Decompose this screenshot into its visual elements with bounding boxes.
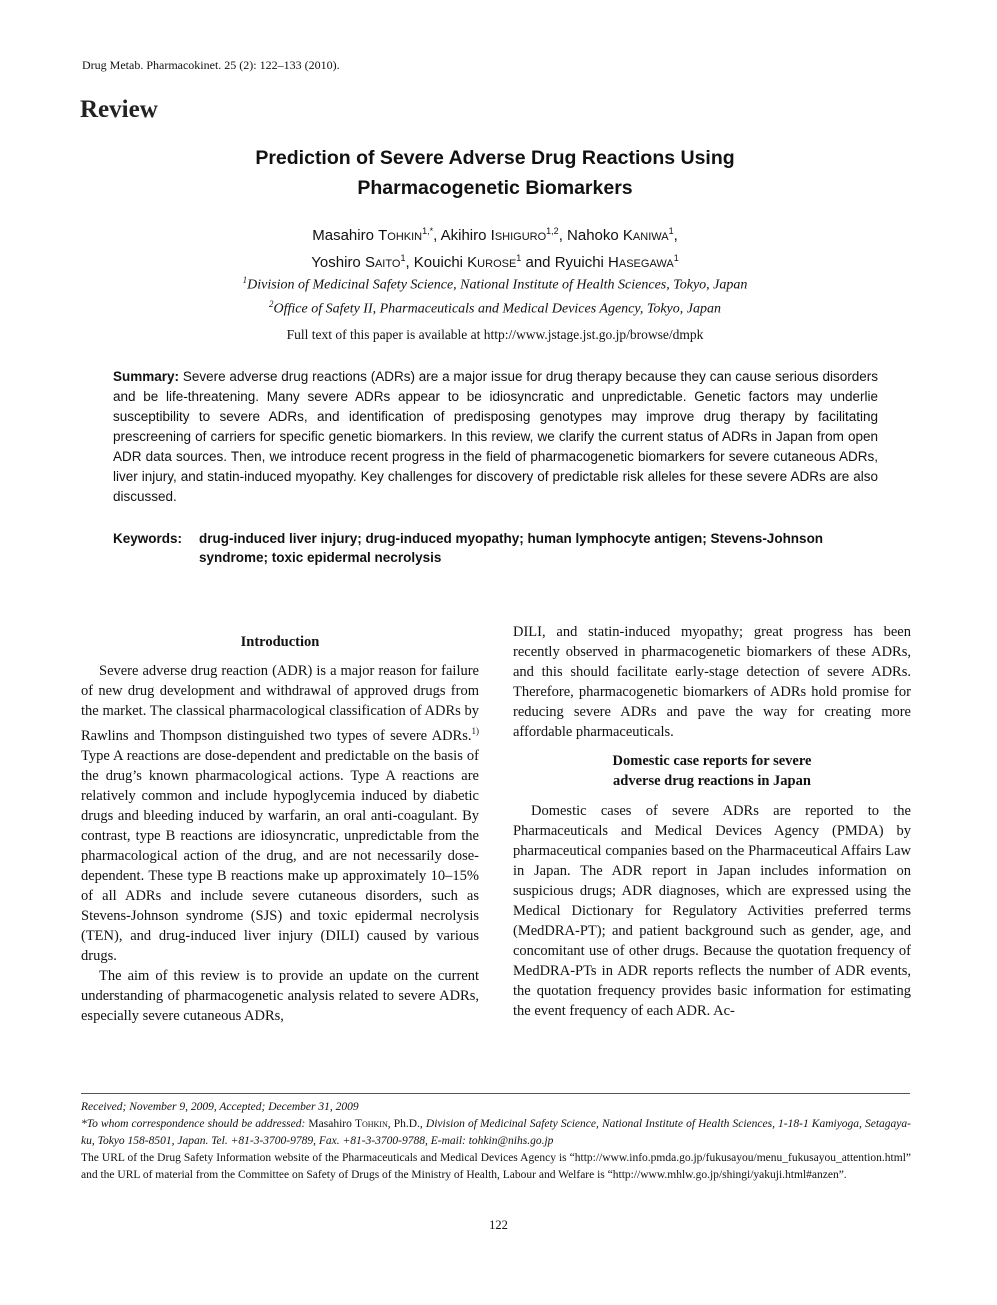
author-given: Kouichi xyxy=(413,254,468,271)
affiliations xyxy=(150,271,840,318)
footnote-divider xyxy=(81,1093,910,1094)
author-affiliation-mark: 1,2 xyxy=(546,226,559,236)
author-separator: , xyxy=(433,227,441,244)
author-given: Masahiro xyxy=(312,227,379,244)
fulltext-note: Full text of this paper is available at http://www.jstage.jst.go.jp/browse/dmpk xyxy=(286,327,704,342)
left-column xyxy=(81,632,479,1026)
domestic-paragraph-1: Domestic cases of severe ADRs are reported to the Pharmaceuticals and Medical Devices Agency (PMDA) by pharmaceutical companies based on the Pharmaceutical Affairs Law in Japan. The ADR report in Japan includes information on suspicious drugs; ADR diagnoses, which are expressed using the Medical Dictionary for Regulatory Activities preferred terms (MedDRA-PT); and patient background such as gender, age, and concomitant use of other drugs. Because the quotation frequency of MedDRA-PTs in ADR reports reflects the number of ADR events, the quotation frequency provides basic information for estimating the event frequency of each ADR. Ac- xyxy=(513,803,911,1019)
title-line-1: Prediction of Severe Adverse Drug Reactions Using xyxy=(255,147,735,169)
author-affiliation-mark: 1 xyxy=(400,253,406,263)
author-affiliation-mark: 1 xyxy=(668,226,674,236)
affiliation-text: Office of Safety II, Pharmaceuticals and Medical Devices Agency, Tokyo, Japan xyxy=(273,301,721,317)
author-separator: , xyxy=(405,254,414,271)
page-number: 122 xyxy=(489,1218,508,1232)
author-given: Yoshiro xyxy=(311,254,365,271)
author-surname: Tohkin xyxy=(378,227,423,244)
summary-text: Severe adverse drug reactions (ADRs) are a major issue for drug therapy because they can cause serious disorders and be life-threatening. Many severe ADRs appear to be idiosyncratic and unpredictable. Genetic factors may underlie susceptibility to severe ADRs, and identification of predisposing genotypes may improve drug therapy by facilitating prescreening of carriers for specific genetic biomarkers. In this review, we clarify the current status of ADRs in Japan from open ADR data sources. Then, we introduce recent progress in the field of pharmacogenetic biomarkers for severe cutaneous ADRs, liver injury, and statin-induced myopathy. Key challenges for discovery of predictable risk alleles for these severe ADRs are also discussed. xyxy=(113,369,878,504)
author-surname: Saito xyxy=(364,254,401,271)
correspondence-surname: Tohkin xyxy=(354,1118,388,1130)
intro-text-1b: Type A reactions are dose-dependent and predictable on the basis of the drug’s known pharmacological actions. Type A reactions are relatively common and include hypoglycemia induced by diabetic drugs and bleeding induced by warfarin, an oral anti-coagulant. By contrast, type B reactions are idiosyncratic, unpredictable from the pharmacological action of the drug, and are not necessarily dose-dependent. These type B reactions make up approximately 10–15% of all ADRs and include severe cutaneous disorders, such as Stevens-Johnson syndrome (SJS) and toxic epidermal necrolysis (TEN), and drug-induced liver injury (DILI) caused by various drugs. xyxy=(81,747,479,964)
author-surname: Ishiguro xyxy=(490,227,547,244)
author-given: Ryuichi xyxy=(554,254,609,271)
author-surname: Hasegawa xyxy=(608,254,674,271)
author-affiliation-mark: 1,* xyxy=(422,226,434,236)
affiliation-text: Division of Medicinal Safety Science, National Institute of Health Sciences, Tokyo, Japan xyxy=(247,277,748,293)
author-given: Nahoko xyxy=(567,227,623,244)
author-given: Akihiro xyxy=(440,227,491,244)
url-note: The URL of the Drug Safety Information website of the Pharmaceuticals and Medical Devices Agency is “http://www.info.pmda.go.jp/fukusayou/menu_fukusayou_attention.html” and the URL of material from the Committee on Safety of Drugs of the Ministry of Health, Labour and Welfare is “http://www.mhlw.go.jp/shingi/yakuji.html#anzen”. xyxy=(81,1152,911,1181)
title-line-2: Pharmacogenetic Biomarkers xyxy=(357,177,633,199)
correspondence xyxy=(81,1116,911,1150)
article-title xyxy=(150,143,840,203)
author-separator: and xyxy=(521,254,555,271)
author-affiliation-mark: 1 xyxy=(516,253,522,263)
right-paragraph-1: DILI, and statin-induced myopathy; great progress has been recently observed in pharmacogenetic biomarkers of these ADRs, and this should facilitate early-stage detection of severe ADRs. Therefore, pharmacogenetic biomarkers of ADRs hold promise for reducing severe ADRs and pave the way for creating more affordable pharmaceuticals. xyxy=(513,624,911,740)
journal-reference: Drug Metab. Pharmacokinet. 25 (2): 122–133 (2010). xyxy=(82,58,340,72)
keywords-text: drug-induced liver injury; drug-induced myopathy; human lymphocyte antigen; Stevens-Johnson syndrome; toxic epidermal necrolysis xyxy=(199,531,824,565)
keywords xyxy=(113,529,883,567)
author-surname: Kaniwa xyxy=(622,227,669,244)
affiliation-mark: 1 xyxy=(242,275,248,285)
intro-paragraph-2: The aim of this review is to provide an update on the current understanding of pharmacogenetic analysis related to severe ADRs, especially severe cutaneous ADRs, xyxy=(81,967,479,1024)
author-line-1 xyxy=(150,220,840,247)
intro-paragraph-1 xyxy=(81,661,479,966)
correspondence-degree: , Ph.D., xyxy=(387,1118,426,1130)
author-line-2 xyxy=(150,247,840,274)
domestic-heading-line-2: adverse drug reactions in Japan xyxy=(613,773,811,789)
domestic-heading-line-1: Domestic case reports for severe xyxy=(612,753,812,769)
correspondence-label: *To whom correspondence should be addressed: xyxy=(81,1118,309,1130)
footnotes xyxy=(81,1099,911,1184)
intro-text-1a: Severe adverse drug reaction (ADR) is a major reason for failure of new drug development and withdrawal of approved drugs from the market. The classical pharmacological classification of ADRs by Rawlins and Thompson distinguished two types of severe ADRs. xyxy=(81,663,479,744)
correspondence-address: Division of Medicinal Safety Science, National Institute of Health Sciences, 1-18-1 Kamiyoga, Setagaya-ku, Tokyo 158-8501, Japan. Tel. +81-3-3700-9789, Fax. +81-3-3700-9788, E-mail: tohkin@nihs.go.jp xyxy=(81,1118,911,1147)
affiliation-2 xyxy=(150,295,840,319)
summary-label: Summary: xyxy=(113,369,180,384)
keywords-label: Keywords: xyxy=(113,531,183,546)
domestic-heading xyxy=(513,751,911,791)
author-surname: Kurose xyxy=(467,254,517,271)
affiliation-mark: 2 xyxy=(269,298,274,309)
correspondence-name: Masahiro xyxy=(308,1118,355,1130)
author-separator: , xyxy=(673,227,678,244)
received-dates: Received; November 9, 2009, Accepted; December 31, 2009 xyxy=(81,1101,359,1113)
author-separator: , xyxy=(558,227,568,244)
right-column xyxy=(513,622,911,1021)
summary xyxy=(113,367,878,507)
affiliation-1 xyxy=(150,271,840,295)
author-affiliation-mark: 1 xyxy=(673,253,679,263)
author-list xyxy=(150,220,840,274)
introduction-heading: Introduction xyxy=(240,634,320,650)
reference-mark: 1) xyxy=(471,726,479,736)
section-label: Review xyxy=(80,96,158,123)
